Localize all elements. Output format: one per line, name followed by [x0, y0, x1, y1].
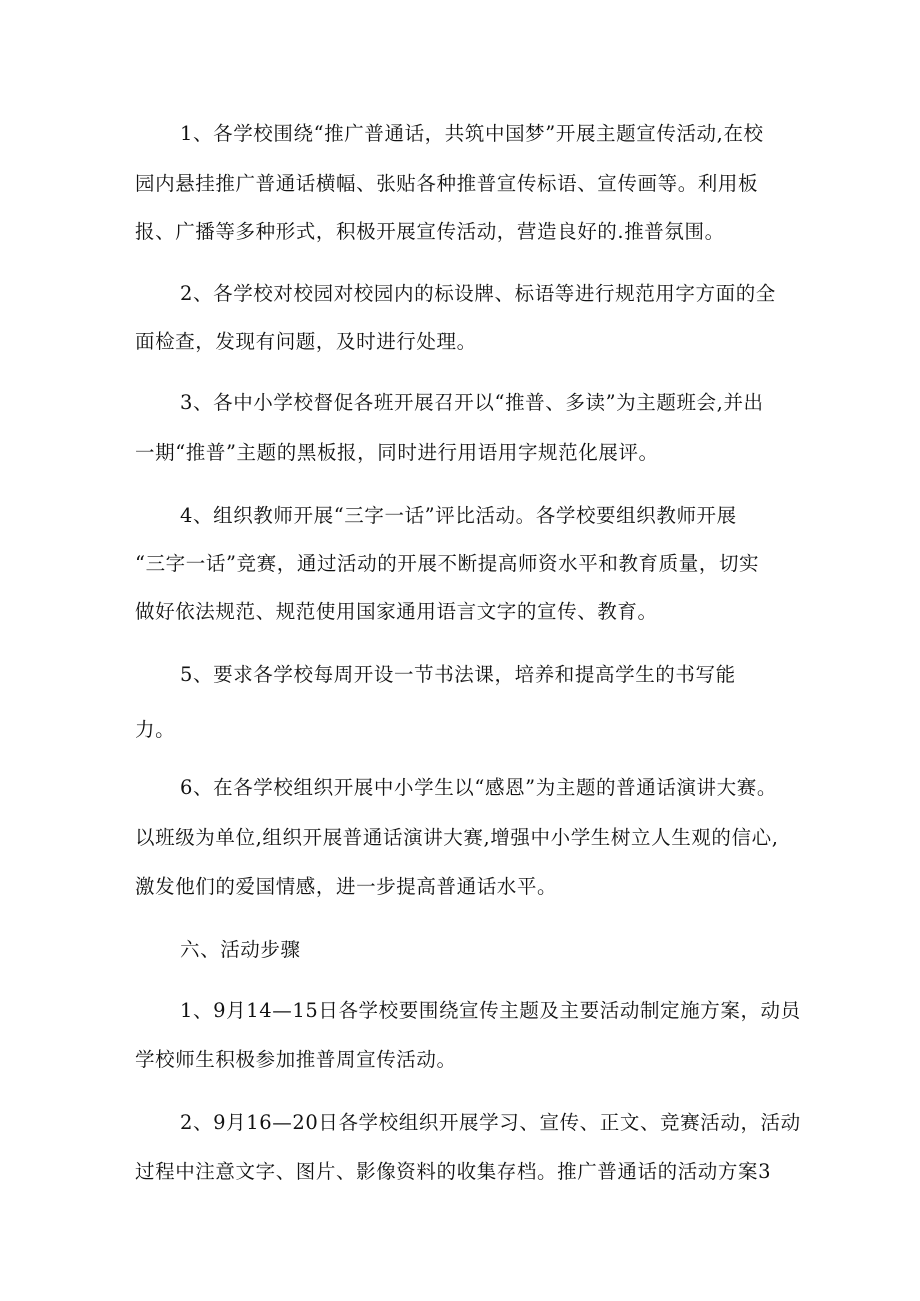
paragraph-1-line-2: 园内悬挂推广普通话横幅、张贴各种推普宣传标语、宣传画等。利用板 [135, 172, 759, 195]
paragraph-4-line-2: “三字一话”竞赛，通过活动的开展不断提高师资水平和教育质量，切实 [135, 552, 760, 575]
paragraph-4-line-3: 做好依法规范、规范使用国家通用语言文字的宣传、教育。 [135, 600, 658, 623]
paragraph-2-line-2: 面检查，发现有问题，及时进行处理。 [135, 330, 477, 353]
section-heading: 六、活动步骤 [180, 938, 301, 961]
step-1-line-1: 1、9月14—15日各学校要围绕宣传主题及主要活动制定施方案，动员 [180, 999, 801, 1022]
paragraph-6-line-2: 以班级为单位,组织开展普通话演讲大赛,增强中小学生树立人生观的信心, [135, 826, 779, 849]
paragraph-1-line-1: 1、各学校围绕“推广普通话，共筑中国梦”开展主题宣传活动,在校 [180, 122, 764, 145]
step-2-line-2: 过程中注意文字、图片、影像资料的收集存档。推广普通话的活动方案3 [135, 1160, 772, 1183]
step-1-line-2: 学校师生积极参加推普周宣传活动。 [135, 1048, 457, 1071]
step-2-line-1: 2、9月16—20日各学校组织开展学习、宣传、正文、竞赛活动，活动 [180, 1111, 801, 1134]
paragraph-6-line-3: 激发他们的爱国情感，进一步提高普通话水平。 [135, 875, 558, 898]
paragraph-2-line-1: 2、各学校对校园对校园内的标设牌、标语等进行规范用字方面的全 [180, 282, 776, 305]
paragraph-3-line-2: 一期“推普”主题的黑板报，同时进行用语用字规范化展评。 [135, 441, 659, 464]
paragraph-5-line-2: 力。 [135, 718, 176, 741]
paragraph-3-line-1: 3、各中小学校督促各班开展召开以“推普、多读”为主题班会,并出 [180, 391, 764, 414]
paragraph-6-line-1: 6、在各学校组织开展中小学生以“感恩”为主题的普通话演讲大赛。 [180, 776, 777, 799]
paragraph-4-line-1: 4、组织教师开展“三字一话”评比活动。各学校要组织教师开展 [180, 504, 737, 527]
paragraph-5-line-1: 5、要求各学校每周开设一节书法课，培养和提高学生的书写能 [180, 663, 736, 686]
paragraph-1-line-3: 报、广播等多种形式，积极开展宣传活动，营造良好的.推普氛围。 [135, 220, 725, 243]
